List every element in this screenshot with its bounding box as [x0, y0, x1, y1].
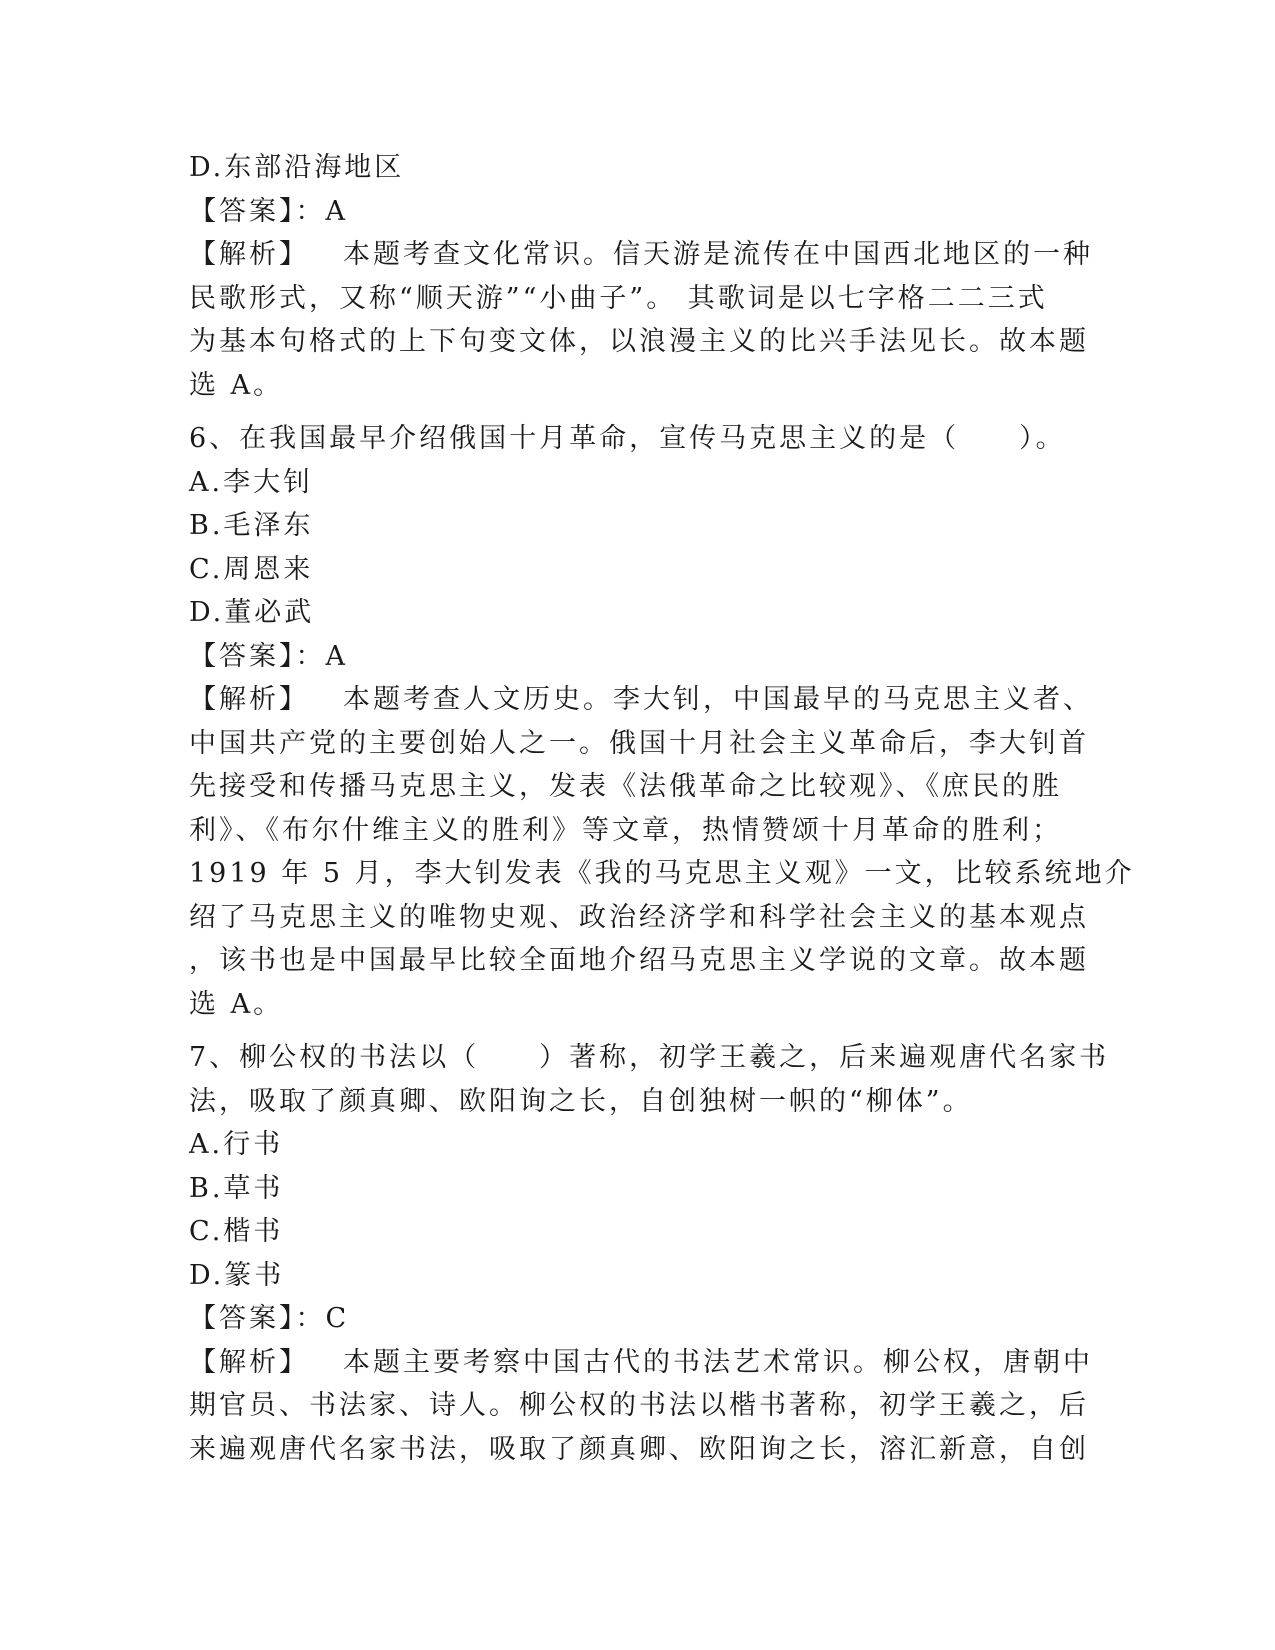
q6-analysis-line: 绍了马克思主义的唯物史观、政治经济学和科学社会主义的基本观点 — [189, 901, 1089, 933]
analysis-label: 【解析】 — [189, 1346, 309, 1378]
answer-label: 【答案】 — [189, 1303, 296, 1334]
q6-analysis-line: 1919 年 5 月，李大钊发表《我的马克思主义观》一文，比较系统地介 — [189, 858, 1135, 889]
answer-label: 【答案】 — [189, 195, 296, 227]
q6-question: 6、在我国最早介绍俄国十月革命，宣传马克思主义的是（ ）。 — [189, 423, 1066, 454]
document-page — [189, 146, 1135, 1471]
q5-analysis-line: 民歌形式，又称“顺天游”“小曲子”。 其歌词是以七字格二二三式 — [189, 282, 1048, 314]
q6-option-b: B.毛泽东 — [189, 510, 314, 541]
q7-option-a: A.行书 — [189, 1129, 284, 1160]
q6-analysis-line: 选 A。 — [189, 988, 284, 1020]
q6-analysis-line: ，该书也是中国最早比较全面地介绍马克思主义学说的文章。故本题 — [189, 945, 1089, 976]
q5-analysis-line: 为基本句格式的上下句变文体，以浪漫主义的比兴手法见长。故本题 — [189, 326, 1089, 357]
q5-option-d: D.东部沿海地区 — [189, 152, 405, 183]
q7-option-d: D.篆书 — [189, 1259, 285, 1291]
q5-analysis-line — [189, 233, 1093, 277]
q6-analysis-line: 先接受和传播马克思主义，发表《法俄革命之比较观》、《庶民的胜 — [189, 771, 1062, 802]
q7-analysis-line: 来遍观唐代名家书法，吸取了颜真卿、欧阳询之长，溶汇新意，自创 — [189, 1433, 1089, 1465]
analysis-text: 本题主要考察中国古代的书法艺术常识。柳公权，唐朝中 — [343, 1346, 1093, 1378]
q5-analysis-line: 选 A。 — [189, 369, 284, 401]
q7-analysis-line — [189, 1341, 1093, 1385]
q7-question-line: 7、柳公权的书法以（ ）著称，初学王羲之，后来遍观唐代名家书 — [189, 1042, 1110, 1073]
q7-analysis-line: 期官员、书法家、诗人。柳公权的书法以楷书著称，初学王羲之，后 — [189, 1390, 1089, 1421]
q6-option-a: A.李大钊 — [189, 466, 314, 498]
q6-analysis-line — [189, 678, 1093, 722]
q6-analysis-line: 中国共产党的主要创始人之一。俄国十月社会主义革命后，李大钊首 — [189, 727, 1089, 759]
analysis-label: 【解析】 — [189, 684, 309, 715]
analysis-text: 本题考查文化常识。信天游是流传在中国西北地区的一种 — [343, 239, 1093, 270]
answer-value: ：C — [295, 1303, 350, 1334]
q6-option-d: D.董必武 — [189, 597, 315, 628]
q6-option-c: C.周恩来 — [189, 553, 314, 585]
q5-answer — [189, 190, 1079, 234]
q6-answer — [189, 635, 1079, 679]
answer-value: ：A — [295, 640, 348, 672]
q7-answer — [189, 1297, 1079, 1341]
analysis-text: 本题考查人文历史。李大钊，中国最早的马克思主义者、 — [343, 684, 1093, 715]
analysis-label: 【解析】 — [189, 239, 309, 270]
q7-question-line: 法，吸取了颜真卿、欧阳询之长，自创独树一帜的“柳体”。 — [189, 1085, 973, 1117]
q6-analysis-line: 利》、《布尔什维主义的胜利》等文章，热情赞颂十月革命的胜利； — [189, 814, 1062, 846]
answer-label: 【答案】 — [189, 640, 296, 672]
answer-value: ：A — [295, 195, 348, 227]
q7-option-b: B.草书 — [189, 1172, 284, 1204]
q7-option-c: C.楷书 — [189, 1216, 284, 1247]
